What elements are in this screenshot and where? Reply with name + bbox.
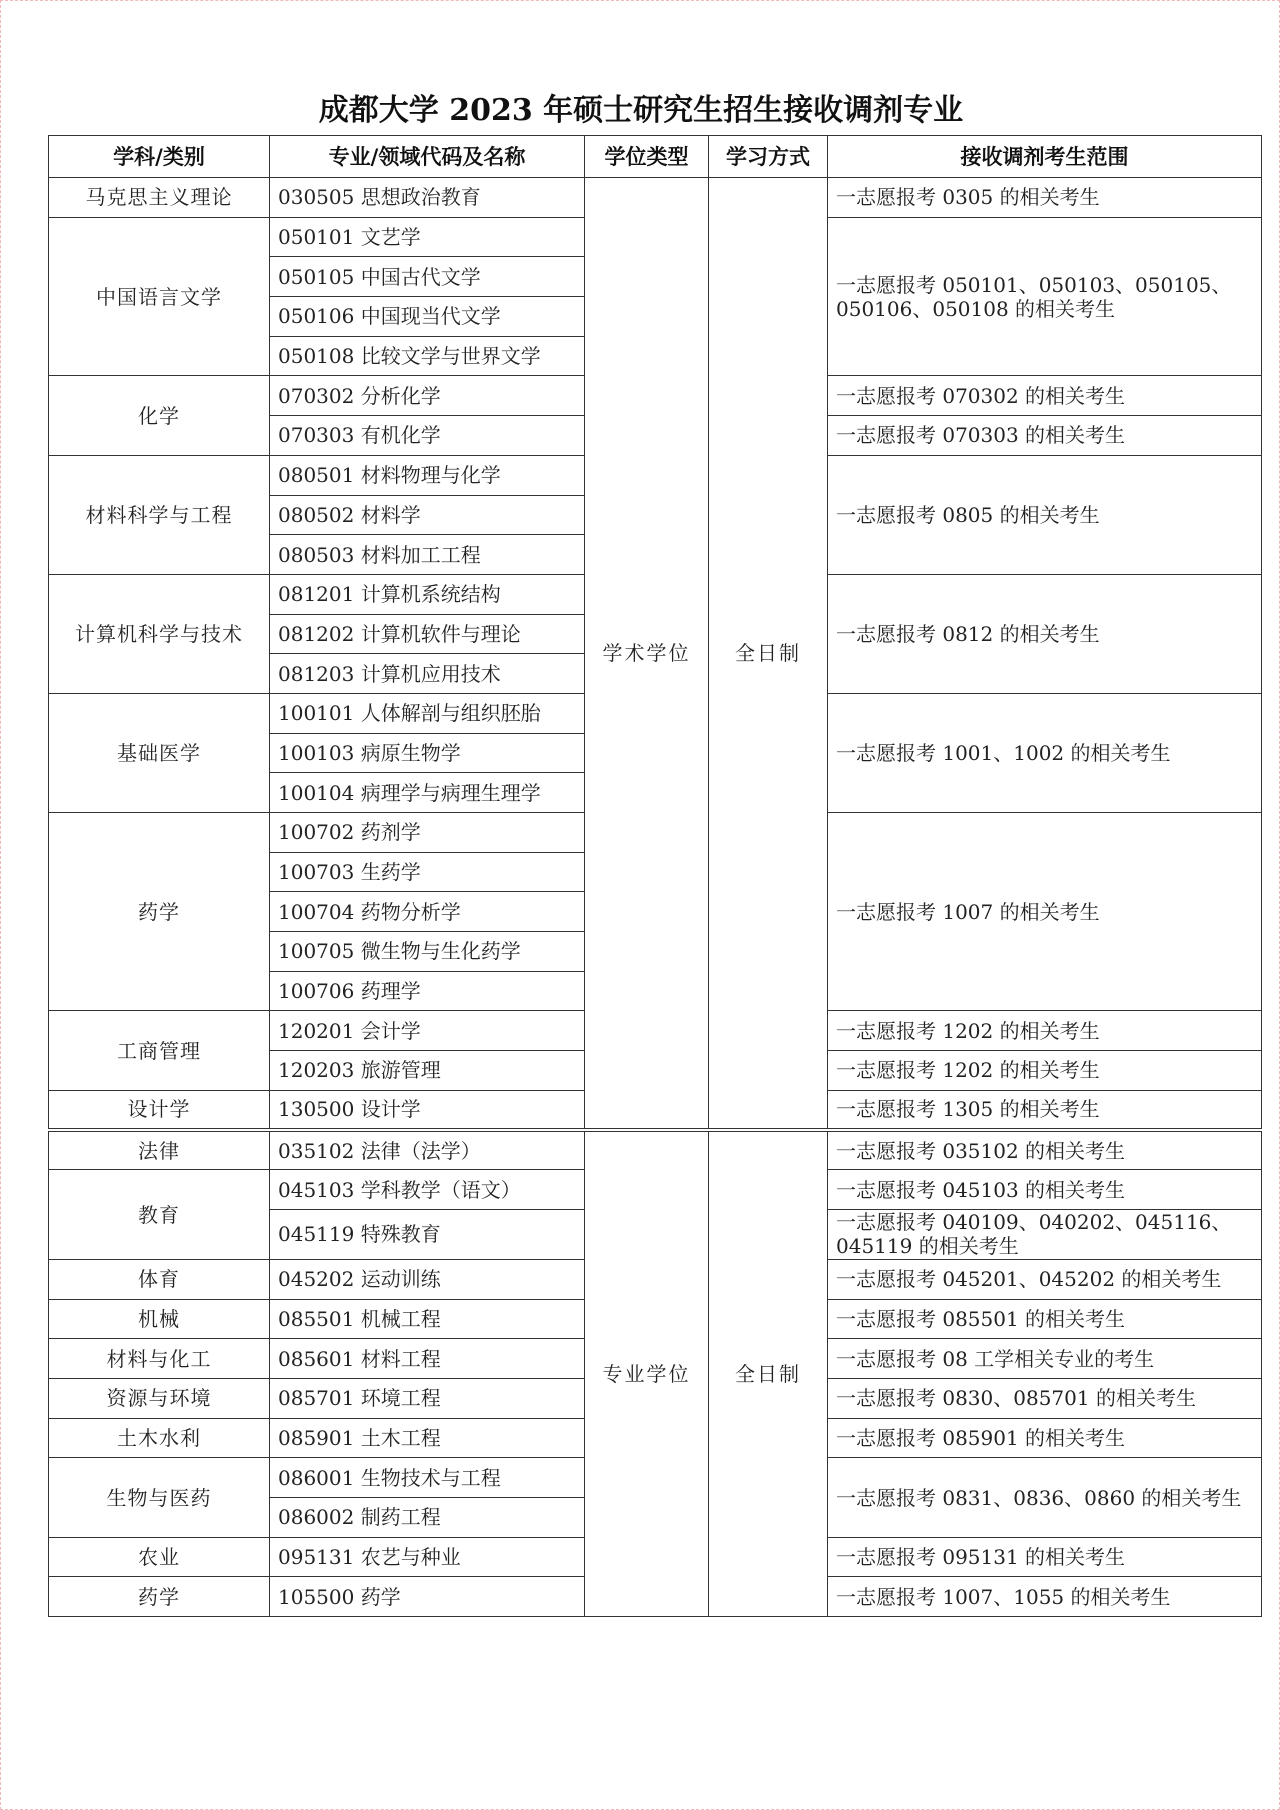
major-cell: 120201 会计学 <box>270 1011 585 1051</box>
header-degree-type: 学位类型 <box>585 136 709 178</box>
range-cell: 一志愿报考 045103 的相关考生 <box>828 1170 1262 1210</box>
range-cell: 一志愿报考 070302 的相关考生 <box>828 376 1262 416</box>
category-cell: 药学 <box>49 1577 270 1617</box>
header-study-mode: 学习方式 <box>709 136 828 178</box>
category-cell: 土木水利 <box>49 1418 270 1458</box>
range-cell: 一志愿报考 050101、050103、050105、050106、050108 的相关考生 <box>828 217 1262 376</box>
category-cell: 体育 <box>49 1259 270 1299</box>
table-body <box>49 178 1262 1617</box>
major-cell: 100101 人体解剖与组织胚胎 <box>270 693 585 733</box>
major-cell: 100704 药物分析学 <box>270 892 585 932</box>
table-header-row <box>49 136 1262 178</box>
major-cell: 030505 思想政治教育 <box>270 178 585 218</box>
range-cell: 一志愿报考 085501 的相关考生 <box>828 1299 1262 1339</box>
major-cell: 081203 计算机应用技术 <box>270 654 585 694</box>
major-cell: 100103 病原生物学 <box>270 733 585 773</box>
major-cell: 100706 药理学 <box>270 971 585 1011</box>
range-cell: 一志愿报考 1007、1055 的相关考生 <box>828 1577 1262 1617</box>
major-cell: 086002 制药工程 <box>270 1498 585 1538</box>
major-cell: 130500 设计学 <box>270 1090 585 1130</box>
major-cell: 085701 环境工程 <box>270 1378 585 1418</box>
document-title: 成都大学 2023 年硕士研究生招生接收调剂专业 <box>318 93 964 128</box>
range-cell: 一志愿报考 1001、1002 的相关考生 <box>828 693 1262 812</box>
range-cell: 一志愿报考 0830、085701 的相关考生 <box>828 1378 1262 1418</box>
category-cell: 材料科学与工程 <box>49 455 270 574</box>
category-cell: 中国语言文学 <box>49 217 270 376</box>
header-range: 接收调剂考生范围 <box>828 136 1262 178</box>
range-cell: 一志愿报考 045201、045202 的相关考生 <box>828 1259 1262 1299</box>
category-cell: 法律 <box>49 1130 270 1170</box>
category-cell: 教育 <box>49 1170 270 1260</box>
range-cell: 一志愿报考 1202 的相关考生 <box>828 1051 1262 1091</box>
major-cell: 045202 运动训练 <box>270 1259 585 1299</box>
major-cell: 050105 中国古代文学 <box>270 257 585 297</box>
major-cell: 070302 分析化学 <box>270 376 585 416</box>
major-cell: 100104 病理学与病理生理学 <box>270 773 585 813</box>
degree-type-cell: 学术学位 <box>585 178 709 1131</box>
range-cell: 一志愿报考 0812 的相关考生 <box>828 574 1262 693</box>
category-cell: 资源与环境 <box>49 1378 270 1418</box>
degree-type-cell: 专业学位 <box>585 1130 709 1617</box>
range-cell: 一志愿报考 0805 的相关考生 <box>828 455 1262 574</box>
range-cell: 一志愿报考 035102 的相关考生 <box>828 1130 1262 1170</box>
major-cell: 085601 材料工程 <box>270 1339 585 1379</box>
major-cell: 085501 机械工程 <box>270 1299 585 1339</box>
range-cell: 一志愿报考 0831、0836、0860 的相关考生 <box>828 1458 1262 1537</box>
study-mode-cell: 全日制 <box>709 178 828 1131</box>
category-cell: 马克思主义理论 <box>49 178 270 218</box>
major-cell: 070303 有机化学 <box>270 416 585 456</box>
category-cell: 计算机科学与技术 <box>49 574 270 693</box>
range-cell: 一志愿报考 1007 的相关考生 <box>828 813 1262 1011</box>
major-cell: 086001 生物技术与工程 <box>270 1458 585 1498</box>
major-cell: 050108 比较文学与世界文学 <box>270 336 585 376</box>
range-cell: 一志愿报考 070303 的相关考生 <box>828 416 1262 456</box>
range-cell: 一志愿报考 0305 的相关考生 <box>828 178 1262 218</box>
category-cell: 生物与医药 <box>49 1458 270 1537</box>
major-cell: 080503 材料加工工程 <box>270 535 585 575</box>
category-cell: 基础医学 <box>49 693 270 812</box>
category-cell: 药学 <box>49 813 270 1011</box>
range-cell: 一志愿报考 1305 的相关考生 <box>828 1090 1262 1130</box>
range-cell: 一志愿报考 08 工学相关专业的考生 <box>828 1339 1262 1379</box>
major-cell: 081202 计算机软件与理论 <box>270 614 585 654</box>
category-cell: 机械 <box>49 1299 270 1339</box>
range-cell: 一志愿报考 1202 的相关考生 <box>828 1011 1262 1051</box>
range-cell: 一志愿报考 085901 的相关考生 <box>828 1418 1262 1458</box>
major-cell: 085901 土木工程 <box>270 1418 585 1458</box>
major-cell: 100702 药剂学 <box>270 813 585 853</box>
range-cell: 一志愿报考 040109、040202、045116、045119 的相关考生 <box>828 1209 1262 1259</box>
study-mode-cell: 全日制 <box>709 1130 828 1617</box>
major-cell: 120203 旅游管理 <box>270 1051 585 1091</box>
major-cell: 080501 材料物理与化学 <box>270 455 585 495</box>
major-cell: 080502 材料学 <box>270 495 585 535</box>
major-cell: 045103 学科教学（语文） <box>270 1170 585 1210</box>
category-cell: 农业 <box>49 1537 270 1577</box>
major-cell: 050101 文艺学 <box>270 217 585 257</box>
major-cell: 100703 生药学 <box>270 852 585 892</box>
major-cell: 095131 农艺与种业 <box>270 1537 585 1577</box>
header-major: 专业/领域代码及名称 <box>270 136 585 178</box>
category-cell: 材料与化工 <box>49 1339 270 1379</box>
major-cell: 050106 中国现当代文学 <box>270 297 585 337</box>
major-cell: 105500 药学 <box>270 1577 585 1617</box>
admission-table <box>48 135 1262 1617</box>
major-cell: 035102 法律（法学） <box>270 1130 585 1170</box>
category-cell: 设计学 <box>49 1090 270 1130</box>
range-cell: 一志愿报考 095131 的相关考生 <box>828 1537 1262 1577</box>
major-cell: 100705 微生物与生化药学 <box>270 932 585 972</box>
table-row <box>49 178 1262 218</box>
major-cell: 045119 特殊教育 <box>270 1209 585 1259</box>
category-cell: 工商管理 <box>49 1011 270 1090</box>
header-category: 学科/类别 <box>49 136 270 178</box>
category-cell: 化学 <box>49 376 270 455</box>
table-row <box>49 1130 1262 1170</box>
major-cell: 081201 计算机系统结构 <box>270 574 585 614</box>
